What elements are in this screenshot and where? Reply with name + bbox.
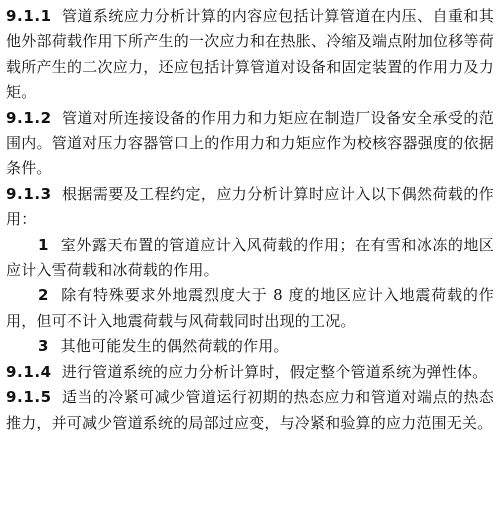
clause-9-1-5 [6, 385, 494, 436]
clause-text: 进行管道系统的应力分析计算时，假定整个管道系统为弹性体。 [61, 362, 488, 381]
clause-9-1-3-item-1 [6, 233, 494, 284]
clause-number: 9.1.3 [6, 184, 52, 203]
clause-text: 管道系统应力分析计算的内容应包括计算管道在内压、自重和其他外部荷载作用下所产生的一次应力和在热胀、冷缩及端点附加位移等荷载所产生的二次应力，还应包括计算管道对设备和固定装置的作用力及力矩。 [6, 7, 494, 102]
item-text: 室外露天布置的管道应计入风荷载的作用；在有雪和冰冻的地区应计入雪荷载和冰荷载的作用。 [6, 235, 494, 280]
clause-number: 9.1.1 [6, 7, 52, 25]
clause-number: 9.1.2 [6, 108, 52, 127]
clause-9-1-2 [6, 106, 494, 182]
clause-text: 适当的冷紧可减少管道运行初期的热态应力和管道对端点的热态推力，并可减少管道系统的局部过应变，与冷紧和验算的应力范围无关。 [6, 388, 494, 432]
clause-text: 根据需要及工程约定，应力分析计算时应计入以下偶然荷载的作用： [6, 184, 494, 229]
item-number: 2 [38, 286, 49, 305]
clause-9-1-3 [6, 182, 494, 233]
item-number: 3 [38, 337, 49, 356]
item-text: 除有特殊要求外地震烈度大于 8 度的地区应计入地震荷载的作用，但可不计入地震荷载与风荷载同时出现的工况。 [6, 286, 494, 330]
item-text: 其他可能发生的偶然荷载的作用。 [60, 337, 289, 356]
clause-9-1-3-item-2 [6, 283, 494, 334]
clause-text: 管道对所连接设备的作用力和力矩应在制造厂设备安全承受的范围内。管道对压力容器管口上的作用力和力矩应作为校核容器强度的依据条件。 [6, 108, 494, 178]
clause-9-1-3-item-3 [6, 334, 494, 359]
clause-number: 9.1.4 [6, 362, 52, 381]
clause-number: 9.1.5 [6, 388, 52, 407]
item-number: 1 [38, 235, 49, 254]
clause-9-1-1 [6, 4, 494, 106]
clause-9-1-4 [6, 360, 494, 385]
